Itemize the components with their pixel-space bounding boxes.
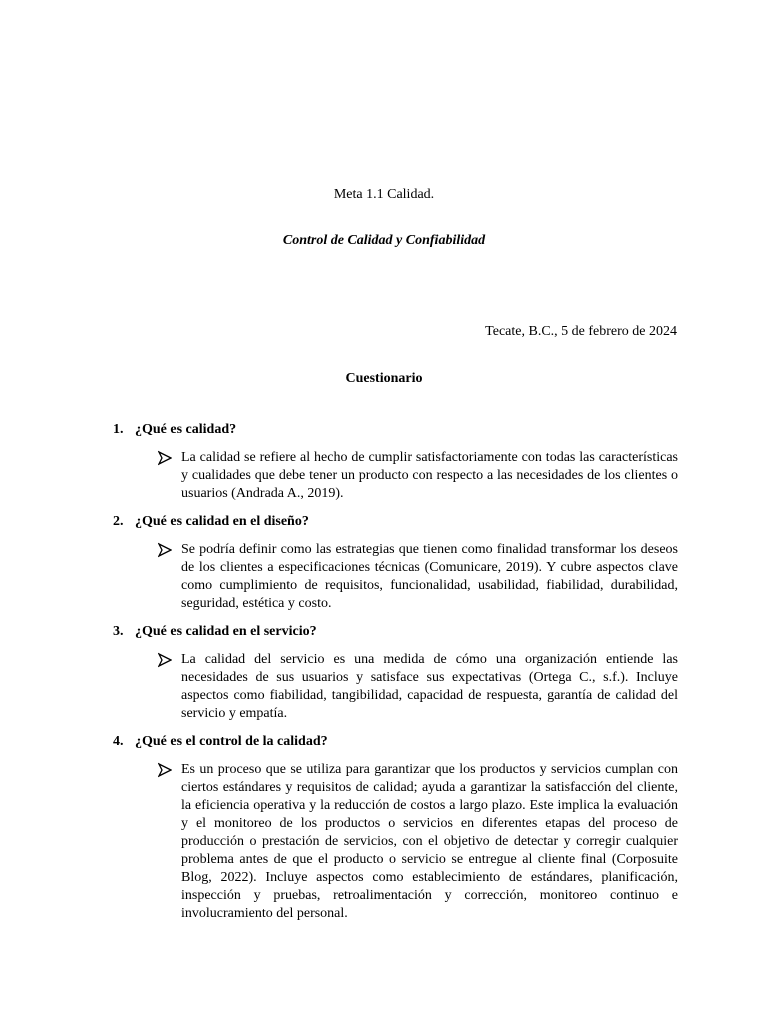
answer-2 [158, 541, 678, 613]
place-date-line: Tecate, B.C., 5 de febrero de 2024 [485, 324, 677, 339]
answer-text: La calidad se refiere al hecho de cumplir satisfactoriamente con todas las características y cualidades que debe tener un producto con respecto a las necesidades de los clientes o usuarios (Andrada A., 2019). [181, 450, 678, 501]
arrowhead-bullet-icon [158, 542, 172, 558]
answer-text: Es un proceso que se utiliza para garantizar que los productos y servicios cumplan con ciertos estándares y requisitos de calidad; ayuda a garantizar la satisfacción del cliente, la eficiencia operativa y la reducción de costos a largo plazo. Este implica la evaluación y el monitoreo de los productos o servicios en diferentes etapas del proceso de producción o prestación de servicios, con el objetivo de detectar y corregir cualquier problema antes de que el producto o servicio se entregue al cliente final (Corposuite Blog, 2022). Incluye aspectos como establecimiento de estándares, planificación, inspección y pruebas, retroalimentación y corrección, monitoreo continuo e involucramiento del personal. [181, 762, 678, 921]
answer-3 [158, 651, 678, 723]
arrowhead-bullet-icon [158, 450, 172, 466]
section-title: Cuestionario [345, 371, 423, 386]
arrowhead-bullet-icon [158, 762, 172, 778]
question-number: 2. [113, 514, 124, 529]
answer-1 [158, 449, 678, 503]
question-1-heading [113, 421, 236, 439]
question-3-heading [113, 623, 317, 641]
question-number: 1. [113, 422, 124, 437]
question-text: ¿Qué es el control de la calidad? [135, 734, 328, 749]
answer-text: Se podría definir como las estrategias que tienen como finalidad transformar los deseos de los clientes a especificaciones técnicas (Comunicare, 2019). Y cubre aspectos clave como cumplimiento de requisitos, funcionalidad, usabilidad, fiabilidad, durabilidad, seguridad, estética y costo. [181, 542, 678, 611]
arrowhead-bullet-icon [158, 652, 172, 668]
subject-line: Meta 1.1 Calidad. [333, 187, 435, 202]
answer-text: La calidad del servicio es una medida de cómo una organización entiende las necesidades de sus usuarios y satisface sus expectativas (Ortega C., s.f.). Incluye aspectos como fiabilidad, tangibilidad, capacidad de respuesta, garantía de calidad del servicio y empatía. [181, 652, 678, 721]
question-2-heading [113, 513, 309, 531]
question-text: ¿Qué es calidad en el diseño? [135, 514, 309, 529]
question-number: 4. [113, 734, 124, 749]
question-4-heading [113, 733, 328, 751]
document-title: Control de Calidad y Confiabilidad [282, 233, 486, 248]
answer-4 [158, 761, 678, 923]
question-text: ¿Qué es calidad? [135, 422, 237, 437]
question-text: ¿Qué es calidad en el servicio? [135, 624, 317, 639]
question-number: 3. [113, 624, 124, 639]
